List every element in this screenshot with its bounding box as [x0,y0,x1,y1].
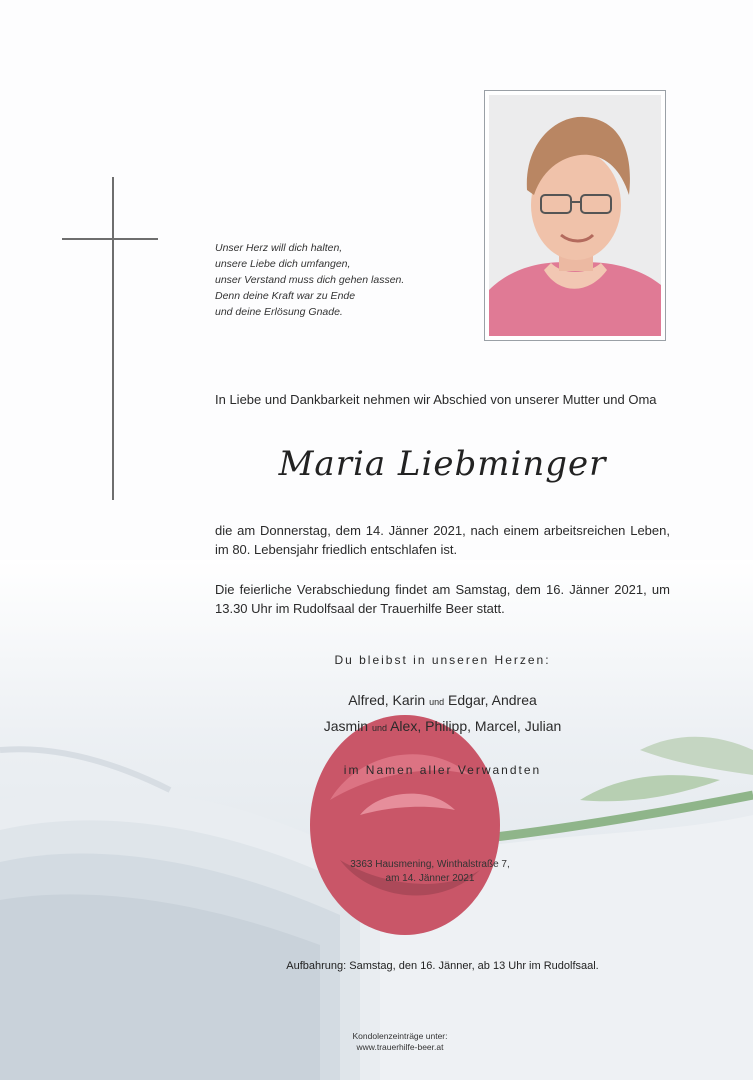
poem-line: und deine Erlösung Gnade. [215,306,343,318]
family-line-2 [215,718,670,734]
family-line-1 [215,692,670,708]
family-names: Edgar, Andrea [444,692,537,708]
und-connector: und [429,697,445,707]
family-names: Alex, Philipp, Marcel, Julian [386,718,562,734]
family-names: Jasmin [323,718,372,734]
place-line: 3363 Hausmening, Winthalstraße 7, [350,859,510,870]
poem-line: Denn deine Kraft war zu Ende [215,290,356,302]
funeral-notice: Die feierliche Verabschiedung findet am Samstag, dem 16. Jänner 2021, um 13.30 Uhr im Rudolfsaal der Trauerhilfe Beer statt. [215,582,670,616]
cross-horizontal-bar [62,238,158,240]
und-connector: und [371,723,387,733]
date-line: am 14. Jänner 2021 [385,873,475,884]
cross-vertical-bar [112,177,114,500]
condolence-label: Kondolenzeinträge unter: [352,1031,448,1041]
portrait-photo [489,95,661,336]
place-date [345,858,515,886]
poem-line: unser Verstand muss dich gehen lassen. [215,274,405,286]
book-rose-background-image [0,600,753,1080]
portrait-illustration [489,95,661,336]
relatives-line: im Namen aller Verwandten [343,763,542,777]
viewing-notice: Aufbahrung: Samstag, den 16. Jänner, ab 13 Uhr im Rudolfsaal. [286,960,599,972]
family-names: Alfred, Karin [348,692,430,708]
deceased-name: Maria Liebminger [278,444,607,484]
intro-text: In Liebe und Dankbarkeit nehmen wir Abschied von unserer Mutter und Oma [215,392,657,407]
memorial-poem [215,240,475,320]
poem-line: Unser Herz will dich halten, [215,242,343,254]
portrait-frame [484,90,666,341]
condolence-website-link[interactable]: www.trauerhilfe-beer.at [356,1042,444,1052]
hearts-line: Du bleibst in unseren Herzen: [334,653,551,667]
condolence-info [300,1031,500,1053]
death-notice: die am Donnerstag, dem 14. Jänner 2021, nach einem arbeitsreichen Leben, im 80. Lebensjahr friedlich entschlafen ist. [215,523,670,557]
poem-line: unsere Liebe dich umfangen, [215,258,351,270]
